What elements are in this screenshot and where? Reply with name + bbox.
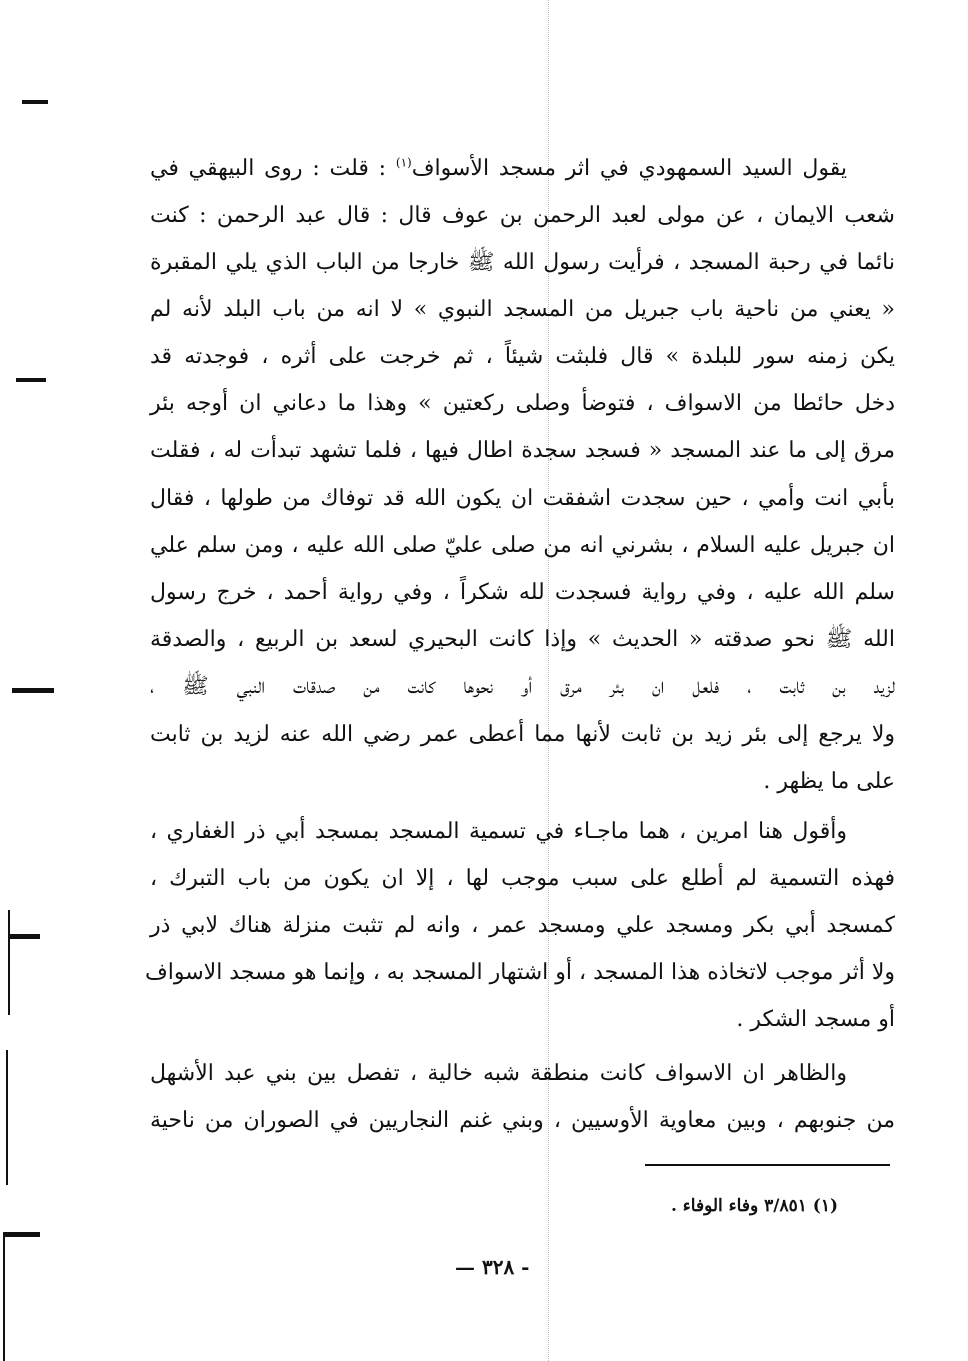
text-line: ولا أثر موجب لاتخاذه هذا المسجد ، أو اشتهار المسجد به ، وإنما هو مسجد الاسواف: [144, 960, 895, 985]
text-line: فهذه التسمية لم أطلع على سبب موجب لها ، إلا ان يكون من باب التبرك ،: [150, 866, 895, 891]
text-line: على ما يظهر .: [763, 769, 895, 794]
footnote-ref: (١): [395, 155, 412, 170]
text-line: بأبي انت وأمي ، حين سجدت اشفقت ان يكون الله قد توفاك من طولها ، فقال: [150, 486, 895, 511]
scan-edge-line: [6, 1050, 8, 1185]
text-line: من جنوبهم ، وبين معاوية الأوسيين ، وبني غنم النجاريين في الصوران من ناحية: [150, 1108, 895, 1133]
text-line: لزيد بن ثابت ، فلعل ان بئر مرق أو نحوها كانت من صدقات النبي ﷺ ،: [150, 674, 895, 699]
scan-edge-line: [8, 910, 10, 1015]
text-line: وأقول هنا امرين ، هما ماجـاء في تسمية المسجد بمسجد أبي ذر الغفاري ،: [150, 819, 847, 844]
page-number: — ٣٢٨ -: [455, 1255, 530, 1279]
scan-edge-line: [3, 1232, 5, 1361]
footnote: (١) ٣/٨٥١ وفاء الوفاء .: [670, 1196, 838, 1216]
scan-edge-mark: [16, 378, 46, 382]
text-line: ان جبريل عليه السلام ، بشرني انه من صلى عليّ صلى الله عليه ، ومن سلم علي: [150, 533, 895, 558]
text-line: يكن زمنه سور للبلدة » قال فلبثت شيئاً ، ثم خرجت على أثره ، فوجدته قد: [150, 344, 895, 369]
text-line: أو مسجد الشكر .: [736, 1007, 895, 1032]
text-line: كمسجد أبي بكر ومسجد علي ومسجد عمر ، وانه لم تثبت منزلة هناك لابي ذر: [150, 913, 895, 938]
text-line: ولا يرجع إلى بئر زيد بن ثابت لأنها مما أعطى عمر رضي الله عنه لزيد بن ثابت: [150, 722, 895, 747]
text-line: [150, 145, 895, 193]
text-line: والظاهر ان الاسواف كانت منطقة شبه خالية ، تفصل بين بني عبد الأشهل: [150, 1061, 847, 1086]
scan-edge-mark: [4, 1232, 40, 1237]
scan-edge-mark: [12, 688, 54, 693]
text-line: مرق إلى ما عند المسجد « فسجد سجدة اطال فيها ، فلما تشهد تبدأت له ، فقلت: [150, 438, 895, 463]
text-line: شعب الايمان ، عن مولى لعبد الرحمن بن عوف قال : قال عبد الرحمن : كنت: [150, 203, 895, 228]
line-text: يقول السيد السمهودي في اثر مسجد الأسواف: [411, 156, 847, 181]
line-text: : قلت : روى البيهقي في: [150, 156, 396, 181]
text-line: نائما في رحبة المسجد ، فرأيت رسول الله ﷺ خارجا من الباب الذي يلي المقبرة: [150, 250, 895, 275]
scan-edge-mark: [8, 934, 40, 939]
text-line: دخل حائطا من الاسواف ، فتوضأ وصلى ركعتين » وهذا ما دعاني ان أوجه بئر: [150, 391, 895, 416]
text-line: الله ﷺ نحو صدقته « الحديث » وإذا كانت البحيري لسعد بن الربيع ، والصدقة: [150, 627, 895, 652]
text-line: « يعني من ناحية باب جبريل من المسجد النبوي » لا انه من باب البلد لأنه لم: [150, 297, 895, 322]
scan-edge-mark: [22, 100, 48, 104]
footnote-separator: [645, 1164, 890, 1166]
text-line: سلم الله عليه ، وفي رواية فسجدت لله شكراً ، وفي رواية أحمد ، خرج رسول: [150, 580, 895, 605]
